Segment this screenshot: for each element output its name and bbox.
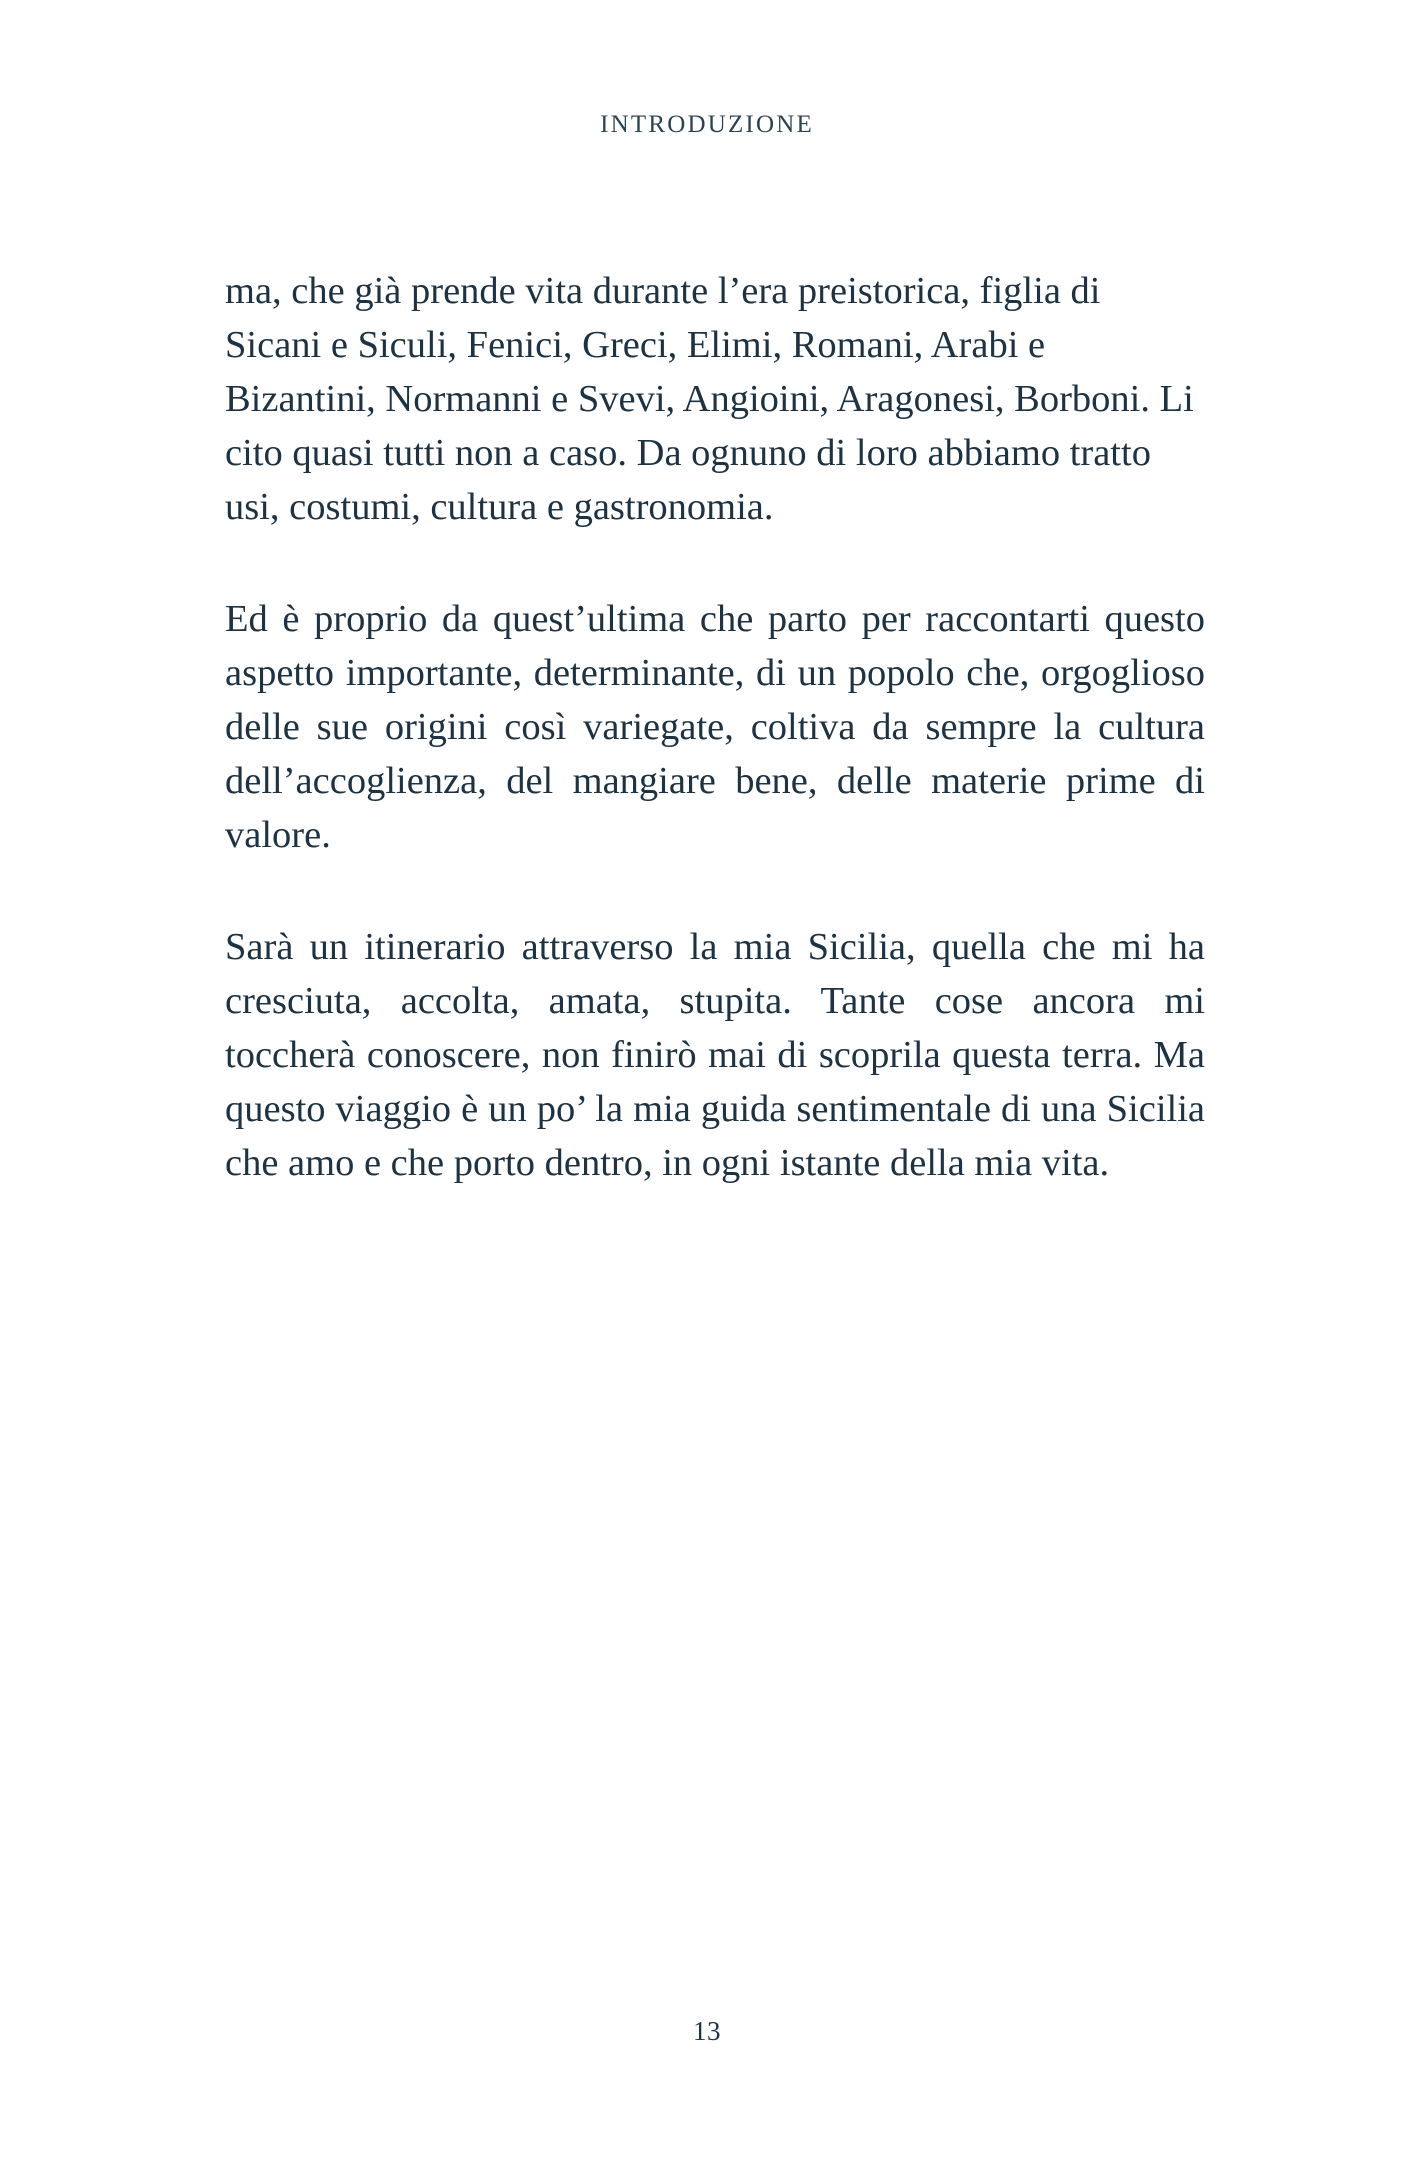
body-paragraph-3: Sarà un itinerario attraverso la mia Sicilia, quella che mi ha cresciuta, accolta, amata, stupita. Tante cose ancora mi toccherà conoscere, non finirò mai di scoprila questa terra. Ma questo viaggio è un po’ la mia guida sentimentale di una Sicilia che amo e che porto dentro, in ogni istante della mia vita. — [225, 926, 1205, 1184]
body-paragraph-2: Ed è proprio da quest’ultima che parto per raccontarti questo aspetto importante, determinante, di un popolo che, orgoglioso delle sue origini così variegate, coltiva da sempre la cultura dell’accoglienza, del mangiare bene, delle materie prime di valore. — [225, 598, 1205, 856]
body-text-block — [225, 264, 1205, 1190]
page-number: 13 — [693, 2016, 721, 2046]
running-head — [0, 112, 1414, 137]
body-paragraph-1: ma, che già prende vita durante l’era preistorica, figlia di Sicani e Siculi, Fenici, Greci, Elimi, Romani, Arabi e Bizantini, Normanni e Svevi, Angioini, Aragonesi, Borboni. Li cito quasi tutti non a caso. Da ognuno di loro abbiamo tratto usi, costumi, cultura e gastronomia. — [225, 270, 1194, 528]
page-number-footer — [0, 2018, 1414, 2045]
running-head-label: INTRODUZIONE — [600, 111, 814, 138]
